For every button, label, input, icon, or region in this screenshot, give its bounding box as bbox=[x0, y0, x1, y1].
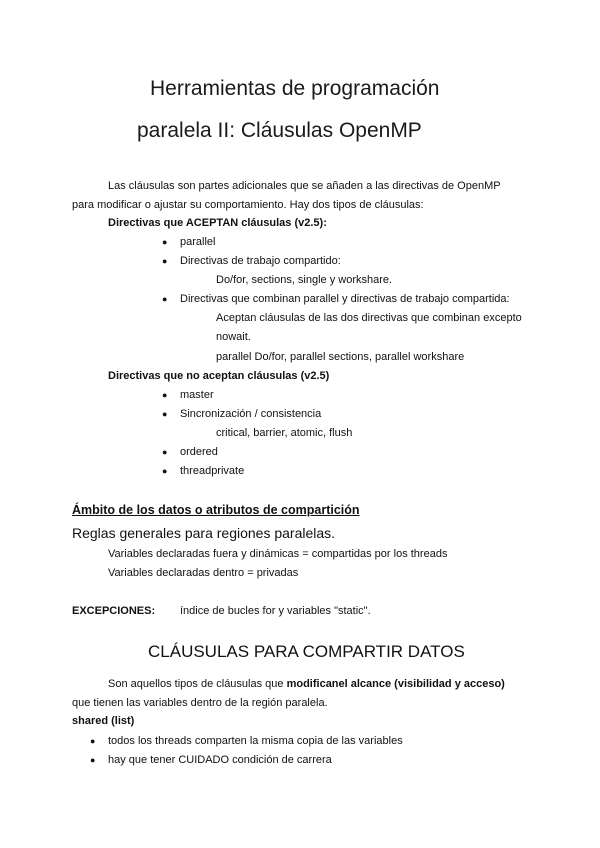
noaccept-sub-sync: critical, barrier, atomic, flush bbox=[216, 427, 353, 439]
share-paragraph-line-1 bbox=[108, 677, 505, 691]
intro-line-2: para modificar o ajustar su comportamiento. Hay dos tipos de cláusulas: bbox=[72, 199, 424, 211]
page-title-line-1: Herramientas de programación bbox=[150, 77, 440, 100]
scope-heading: Ámbito de los datos o atributos de compartición bbox=[72, 503, 360, 517]
noaccept-heading: Directivas que no aceptan cláusulas (v2.5) bbox=[108, 370, 330, 382]
scope-line-2: Variables declaradas dentro = privadas bbox=[108, 567, 299, 579]
share-heading: CLÁUSULAS PARA COMPARTIR DATOS bbox=[148, 642, 465, 661]
accept-sub-combined-3: parallel Do/for, parallel sections, parallel workshare bbox=[216, 351, 465, 363]
accept-item-parallel: parallel bbox=[180, 236, 216, 248]
exceptions-text: índice de bucles for y variables "static". bbox=[180, 605, 371, 617]
scope-subheading: Reglas generales para regiones paralelas. bbox=[72, 525, 336, 541]
noaccept-item-threadprivate: threadprivate bbox=[180, 465, 245, 477]
share-p1-bold: modificanel alcance (visibilidad y acceso) bbox=[286, 678, 505, 690]
noaccept-item-master: master bbox=[180, 389, 214, 401]
bullet-icon: ● bbox=[162, 466, 168, 476]
bullet-icon: ● bbox=[162, 409, 168, 419]
noaccept-item-ordered: ordered bbox=[180, 446, 218, 458]
accept-item-combined: Directivas que combinan parallel y directivas de trabajo compartida: bbox=[180, 293, 510, 305]
bullet-icon: ● bbox=[162, 447, 168, 457]
accept-sub-worksharing: Do/for, sections, single y workshare. bbox=[216, 274, 393, 286]
bullet-icon: ● bbox=[162, 390, 168, 400]
accept-sub-combined-2: nowait. bbox=[216, 331, 251, 343]
share-paragraph-line-2: que tienen las variables dentro de la región paralela. bbox=[72, 697, 328, 709]
intro-line-1: Las cláusulas son partes adicionales que se añaden a las directivas de OpenMP bbox=[108, 180, 501, 192]
share-p1-text: Son aquellos tipos de cláusulas que bbox=[108, 678, 287, 690]
shared-item-2: hay que tener CUIDADO condición de carrera bbox=[108, 754, 332, 766]
bullet-icon: ● bbox=[162, 294, 168, 304]
accept-heading: Directivas que ACEPTAN cláusulas (v2.5): bbox=[108, 217, 327, 229]
bullet-icon: ● bbox=[162, 237, 168, 247]
bullet-icon: ● bbox=[90, 736, 96, 746]
accept-sub-combined-1: Aceptan cláusulas de las dos directivas que combinan excepto bbox=[216, 312, 522, 324]
exceptions-label: EXCEPCIONES: bbox=[72, 605, 156, 617]
bullet-icon: ● bbox=[90, 755, 96, 765]
accept-item-worksharing: Directivas de trabajo compartido: bbox=[180, 255, 341, 267]
shared-list-label: shared (list) bbox=[72, 715, 135, 727]
scope-line-1: Variables declaradas fuera y dinámicas = compartidas por los threads bbox=[108, 548, 448, 560]
page-title-line-2: paralela II: Cláusulas OpenMP bbox=[137, 119, 422, 142]
shared-item-1: todos los threads comparten la misma copia de las variables bbox=[108, 735, 403, 747]
noaccept-item-sync: Sincronización / consistencia bbox=[180, 408, 322, 420]
bullet-icon: ● bbox=[162, 256, 168, 266]
